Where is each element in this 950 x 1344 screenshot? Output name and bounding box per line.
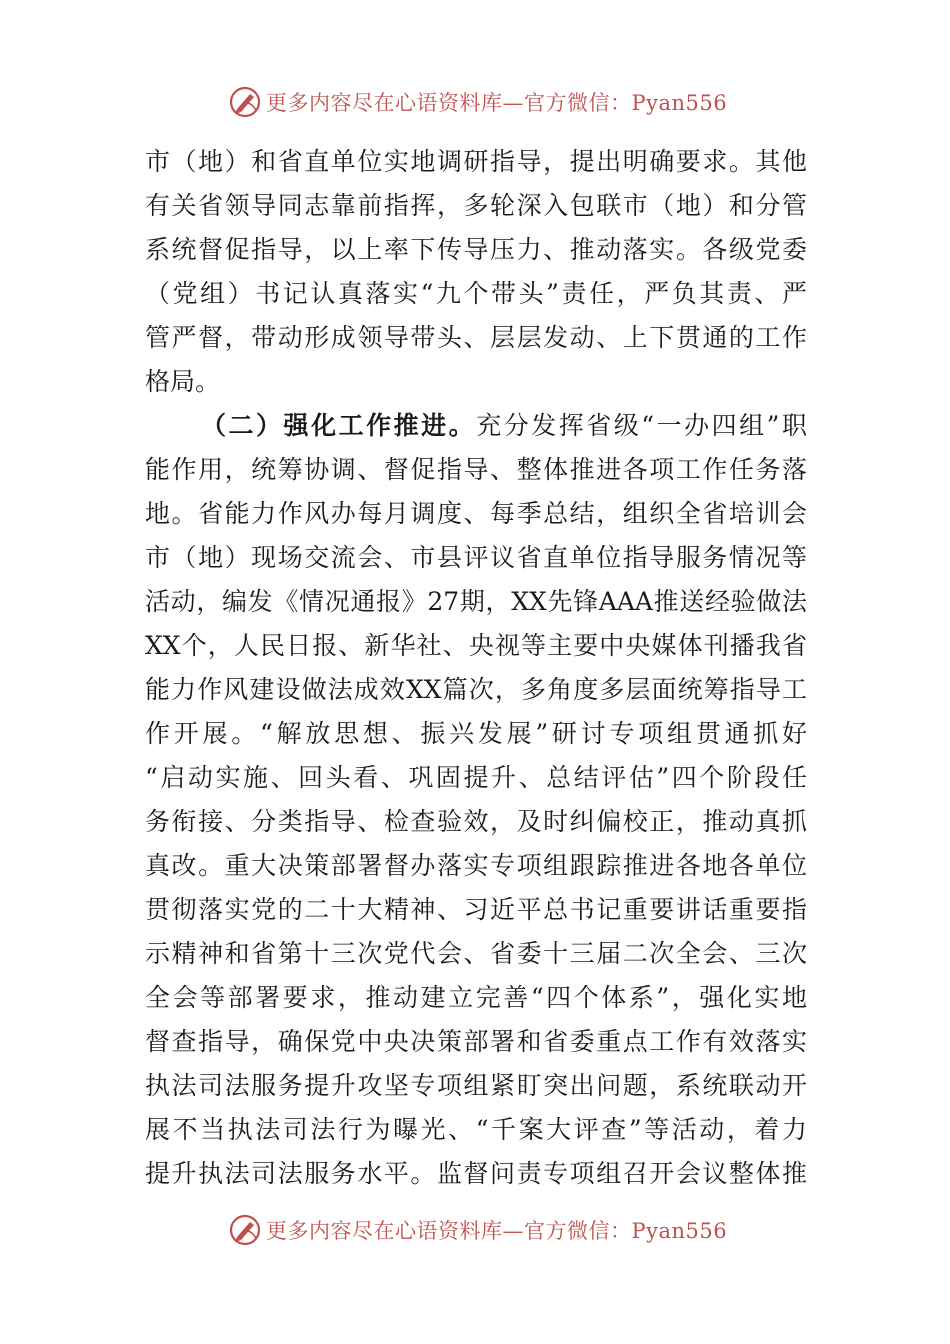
text-run: 充分发挥省级“一办四组”职 (476, 411, 807, 440)
text-line: 管严督，带动形成领导带头、层层发动、上下贯通的工作 (145, 323, 807, 352)
body-text (145, 140, 807, 1196)
paragraph-1 (145, 140, 807, 404)
text-line: XX个，人民日报、新华社、央视等主要中央媒体刊播我省 (145, 631, 807, 660)
text-line: 务衔接、分类指导、检查验效，及时纠偏校正，推动真抓 (145, 807, 807, 836)
text-line: 真改。重大决策部署督办落实专项组跟踪推进各地各单位 (145, 851, 807, 880)
text-line: 能作用，统筹协调、督促指导、整体推进各项工作任务落 (145, 455, 807, 484)
text-line: 全会等部署要求，推动建立完善“四个体系”，强化实地 (145, 983, 807, 1012)
text-line: 贯彻落实党的二十大精神、习近平总书记重要讲话重要指 (145, 895, 807, 924)
pen-logo-icon (228, 85, 262, 119)
pen-logo-icon (228, 1213, 262, 1247)
watermark-footer (228, 1212, 748, 1248)
text-line: 市（地）现场交流会、市县评议省直单位指导服务情况等 (145, 543, 807, 572)
text-line: 展不当执法司法行为曝光、“千案大评查”等活动，着力 (145, 1115, 807, 1144)
watermark-text: 更多内容尽在心语资料库—官方微信：Pyan556 (266, 91, 728, 115)
text-line: “启动实施、回头看、巩固提升、总结评估”四个阶段任 (145, 763, 807, 792)
text-line: 提升执法司法服务水平。监督问责专项组召开会议整体推 (145, 1159, 807, 1188)
text-line: 督查指导，确保党中央决策部署和省委重点工作有效落实 (145, 1027, 807, 1056)
section-heading: （二）强化工作推进。 (201, 411, 477, 440)
text-line: 系统督促指导，以上率下传导压力、推动落实。各级党委 (145, 235, 807, 264)
paragraph-2 (145, 404, 807, 1196)
text-line: 格局。 (145, 367, 221, 396)
text-line: 有关省领导同志靠前指挥，多轮深入包联市（地）和分管 (145, 191, 807, 220)
watermark-text: 更多内容尽在心语资料库—官方微信：Pyan556 (266, 1219, 728, 1243)
watermark-header (228, 84, 748, 120)
text-line: （党组）书记认真落实“九个带头”责任，严负其责、严 (145, 279, 807, 308)
text-line: 作开展。“解放思想、振兴发展”研讨专项组贯通抓好 (145, 719, 807, 748)
text-line: 执法司法服务提升攻坚专项组紧盯突出问题，系统联动开 (145, 1071, 807, 1100)
text-line: 活动，编发《情况通报》27期，XX先锋AAA推送经验做法 (145, 587, 807, 616)
paragraph-first-line (145, 404, 807, 448)
text-line: 能力作风建设做法成效XX篇次，多角度多层面统筹指导工 (145, 675, 807, 704)
text-line: 市（地）和省直单位实地调研指导，提出明确要求。其他 (145, 147, 807, 176)
text-line: 示精神和省第十三次党代会、省委十三届二次全会、三次 (145, 939, 807, 968)
text-line: 地。省能力作风办每月调度、每季总结，组织全省培训会 (145, 499, 807, 528)
